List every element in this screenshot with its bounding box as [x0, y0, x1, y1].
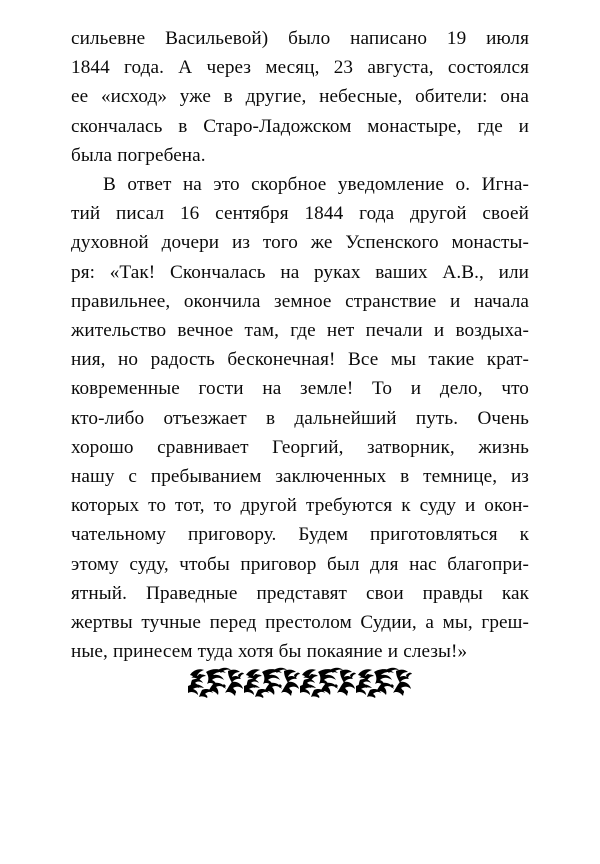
- text-line: тий писал 16 сентября 1844 года другой своей: [71, 203, 529, 225]
- text-line: правильнее, окончила земное странствие и начала: [71, 290, 529, 312]
- paragraph-1: [71, 24, 529, 170]
- text-line: этому суду, чтобы приговор был для нас благопри-: [71, 553, 529, 575]
- text-line: скончалась в Старо-Ладожском монастыре, где и: [71, 115, 529, 137]
- text-line: которых то тот, то другой требуются к суду и окон-: [71, 495, 529, 517]
- text-line: 1844 года. А через месяц, 23 августа, состоялся: [71, 57, 529, 79]
- text-line: нашу с пребыванием заключенных в темнице, из: [71, 466, 529, 488]
- ornament-container: [0, 664, 600, 700]
- text-line: сильевне Васильевой) было написано 19 июля: [71, 28, 529, 49]
- text-line: ее «исход» уже в другие, небесные, обители: она: [71, 86, 529, 108]
- text-line: жительство вечное там, где нет печали и воздыха-: [71, 320, 529, 342]
- text-line: была погребена.: [71, 144, 206, 166]
- text-line: ные, принесем туда хотя бы покаяние и слезы!»: [71, 641, 468, 663]
- text-line: ния, но радость бесконечная! Все мы такие крат-: [71, 349, 529, 371]
- text-line: ковременные гости на земле! То и дело, что: [71, 378, 529, 400]
- text-line: духовной дочери из того же Успенского монасты-: [71, 232, 529, 254]
- text-line: кто-либо отъезжает в дальнейший путь. Очень: [71, 407, 529, 429]
- page-text-block: [71, 24, 529, 666]
- paragraph-2: [71, 170, 529, 666]
- text-line: ятный. Праведные представят свои правды как: [71, 582, 529, 604]
- text-line: хорошо сравнивает Георгий, затворник, жизнь: [71, 436, 529, 458]
- text-line: жертвы тучные перед престолом Судии, а мы, греш-: [71, 612, 529, 634]
- foliate-ornament-icon: [188, 666, 412, 698]
- text-line: ря: «Так! Скончалась на руках ваших А.В., или: [71, 261, 529, 283]
- text-line: В ответ на это скорбное уведомление о. Игна-: [103, 174, 529, 196]
- text-line: чательному приговору. Будем приготовляться к: [71, 524, 529, 546]
